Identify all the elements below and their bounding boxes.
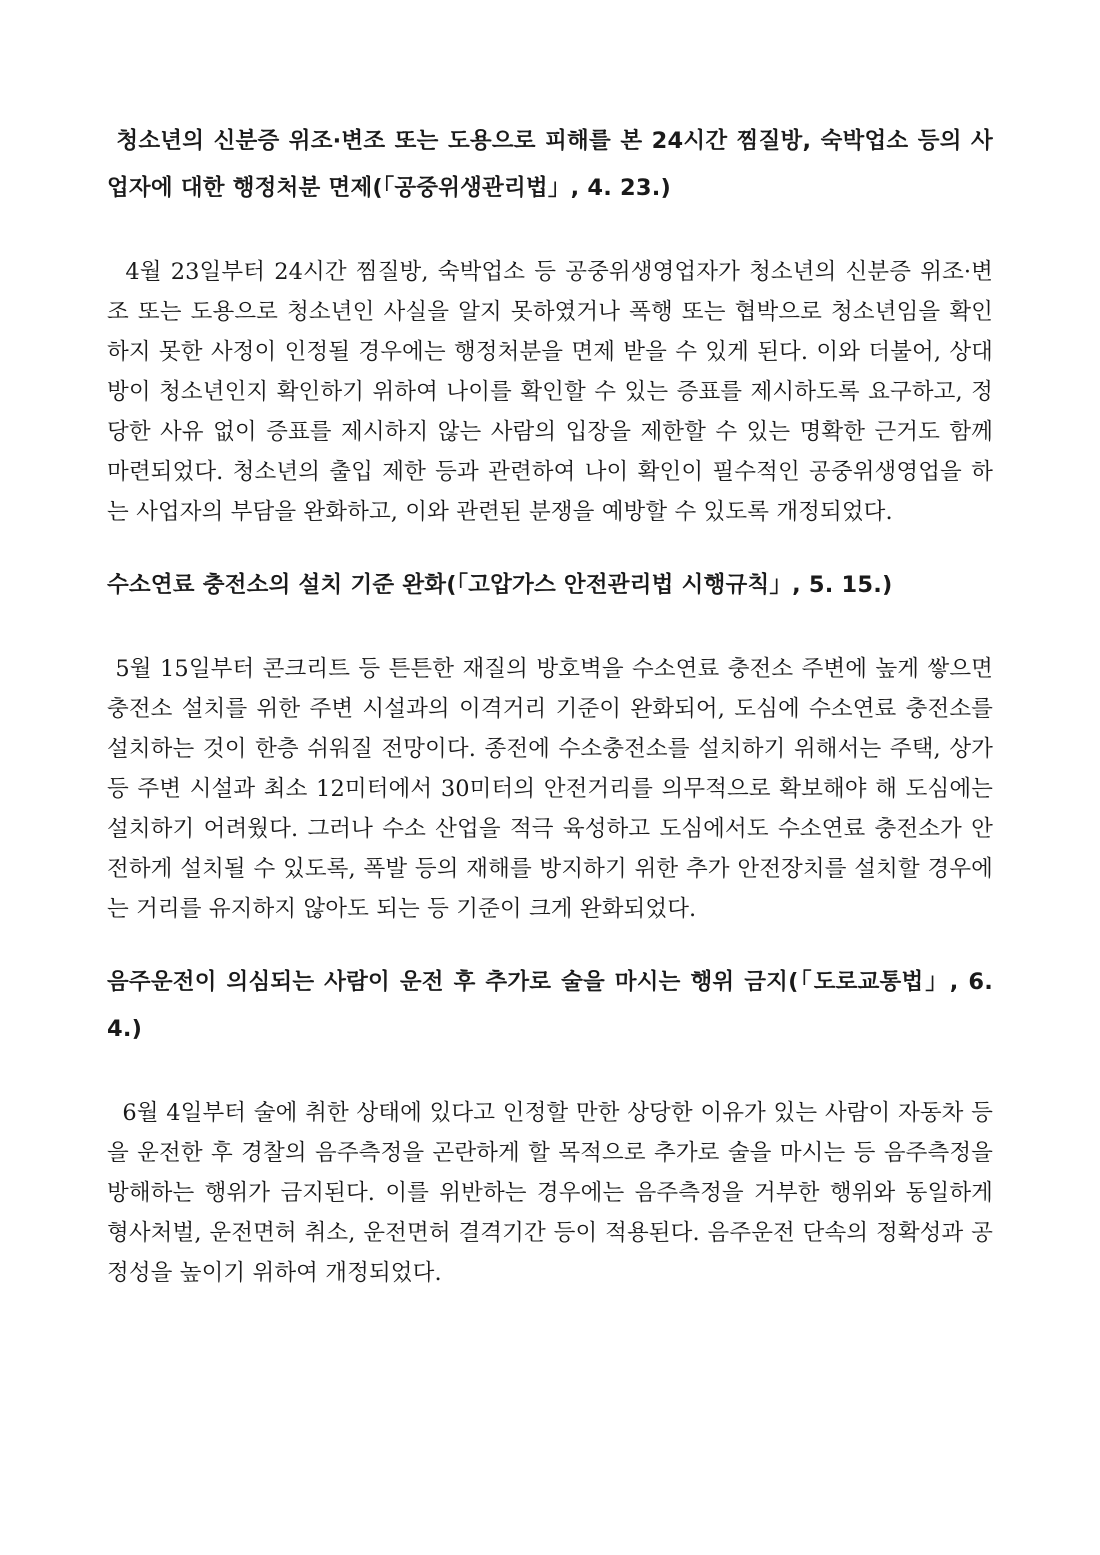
- section-drunk-driving: [107, 959, 1002, 1293]
- section-youth-id-fraud: [107, 118, 1001, 562]
- section-heading: 청소년의 신분증 위조·변조 또는 도용으로 피해를 본 24시간 찜질방, 숙박업소 등의 사업자에 대한 행정처분 면제(「공중위생관리법」, 4. 23.): [107, 128, 993, 201]
- section-body: 4월 23일부터 24시간 찜질방, 숙박업소 등 공중위생영업자가 청소년의 신분증 위조·변조 또는 도용으로 청소년인 사실을 알지 못하였거나 폭행 또는 협박으로 청소년임을 확인하지 못한 사정이 인정될 경우에는 행정처분을 면제 받을 수 있게 된다. 이와 더불어, 상대방이 청소년인지 확인하기 위하여 나이를 확인할 수 있는 증표를 제시하도록 요구하고, 정당한 사유 없이 증표를 제시하지 않는 사람의 입장을 제한할 수 있는 명확한 근거도 함께 마련되었다. 청소년의 출입 제한 등과 관련하여 나이 확인이 필수적인 공중위생영업을 하는 사업자의 부담을 완화하고, 이와 관련된 분쟁을 예방할 수 있도록 개정되었다.: [107, 259, 1001, 525]
- section-body: 5월 15일부터 콘크리트 등 튼튼한 재질의 방호벽을 수소연료 충전소 주변에 높게 쌓으면 충전소 설치를 위한 주변 시설과의 이격거리 기준이 완화되어, 도심에 수소연료 충전소를 설치하는 것이 한층 쉬워질 전망이다. 종전에 수소충전소를 설치하기 위해서는 주택, 상가 등 주변 시설과 최소 12미터에서 30미터의 안전거리를 의무적으로 확보해야 해 도심에는 설치하기 어려웠다. 그러나 수소 산업을 적극 육성하고 도심에서도 수소연료 충전소가 안전하게 설치될 수 있도록, 폭발 등의 재해를 방지하기 위한 추가 안전장치를 설치할 경우에는 거리를 유지하지 않아도 되는 등 기준이 크게 완화되었다.: [107, 656, 1001, 922]
- section-body: 6월 4일부터 술에 취한 상태에 있다고 인정할 만한 상당한 이유가 있는 사람이 자동차 등을 운전한 후 경찰의 음주측정을 곤란하게 할 목적으로 추가로 술을 마시는 등 음주측정을 방해하는 행위가 금지된다. 이를 위반하는 경우에는 음주측정을 거부한 행위와 동일하게 형사처벌, 운전면허 취소, 운전면허 결격기간 등이 적용된다. 음주운전 단속의 정확성과 공정성을 높이기 위하여 개정되었다.: [107, 1100, 1001, 1286]
- document-page: [107, 118, 1002, 1293]
- section-heading: 음주운전이 의심되는 사람이 운전 후 추가로 술을 마시는 행위 금지(「도로교통법」, 6. 4.): [107, 969, 1002, 1042]
- section-hydrogen-station: [107, 562, 1001, 959]
- section-heading: 수소연료 충전소의 설치 기준 완화(「고압가스 안전관리법 시행규칙」, 5. 15.): [107, 572, 893, 598]
